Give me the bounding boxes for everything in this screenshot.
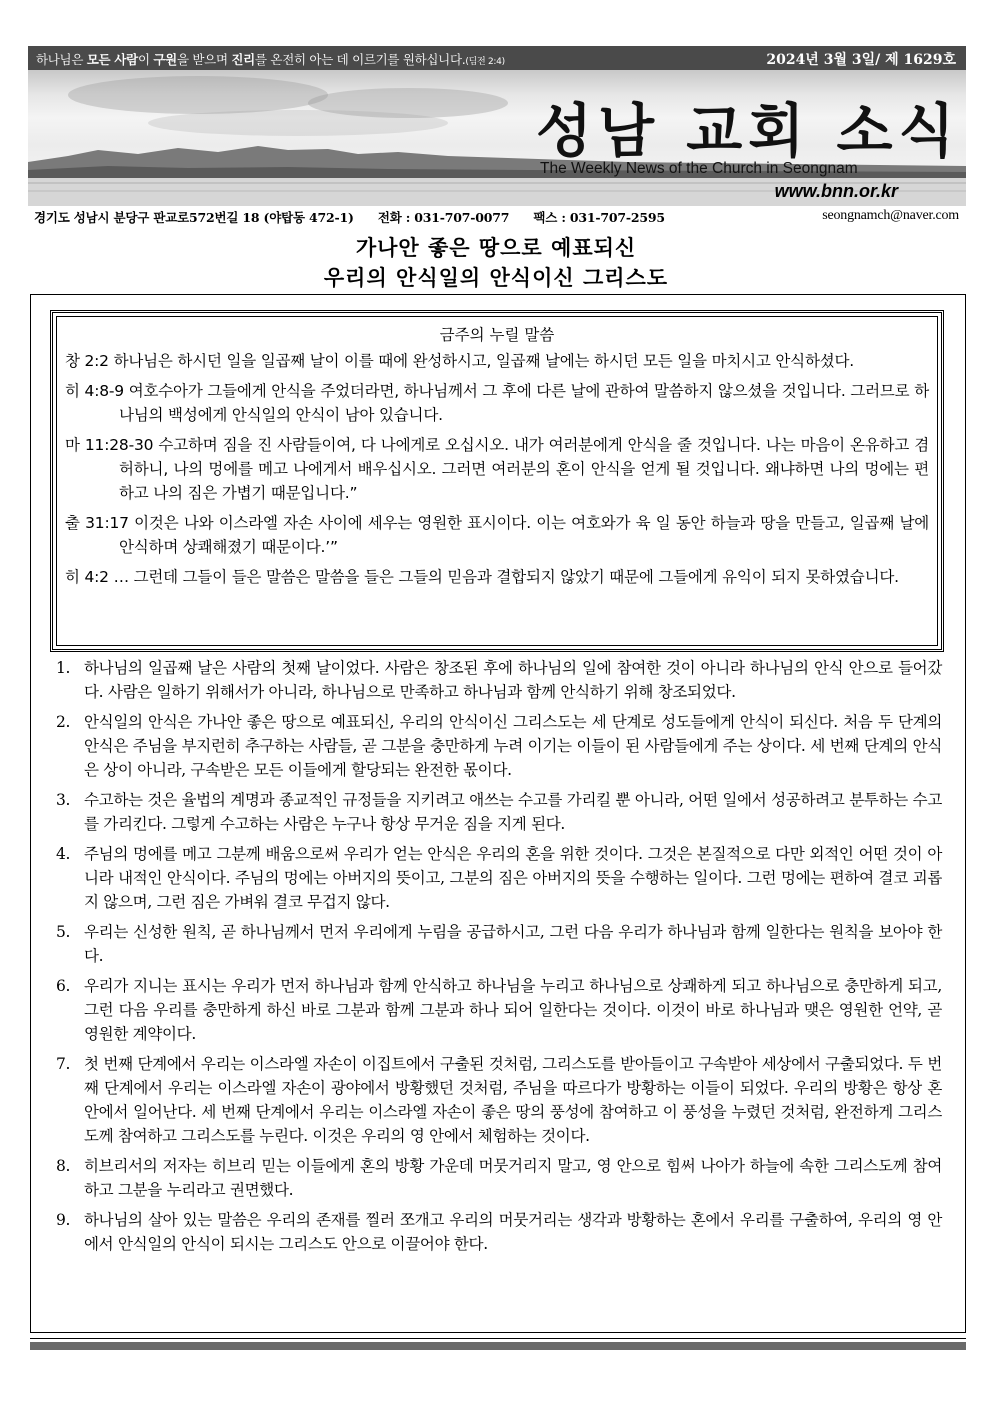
point-number: 7. <box>56 1055 71 1073</box>
point-number: 8. <box>56 1157 71 1175</box>
newsletter-title: 성남 교회 소식 <box>536 97 961 165</box>
issue-date: 2024년 3월 3일/ 제 1629호 <box>766 52 956 68</box>
outline-point <box>52 842 942 914</box>
masthead-banner <box>28 70 966 206</box>
point-number: 4. <box>56 845 71 863</box>
scripture-heading: 금주의 누릴 말씀 <box>439 326 555 344</box>
point-text: 우리가 지니는 표시는 우리가 먼저 하나님과 함께 안식하고 하나님을 누리고 하나님으로 상쾌하게 되고 하나님으로 충만하게 되고, 그런 다음 우리를 충만하게 하신 바로 그분과 함께 그분과 하나 되어 일한다는 것이다. 이것이 바로 하나님과 맺은 영원한 언약, 곧 영원한 계약이다. <box>84 977 942 1043</box>
point-text: 첫 번째 단계에서 우리는 이스라엘 자손이 이집트에서 구출된 것처럼, 그리스도를 받아들이고 구속받아 세상에서 구출되었다. 두 번째 단계에서 우리는 이스라엘 자손이 광야에서 방황했던 것처럼, 주님을 따르다가 방황하는 이들이 되었다. 우리의 방황은 항상 혼 안에서 일어난다. 세 번째 단계에서 우리는 이스라엘 자손이 좋은 땅의 풍성에 참여하고 이 풍성을 누렸던 것처럼, 완전하게 그리스도께 참여하고 그리스도를 누린다. 이것은 우리의 영 안에서 체험하는 것이다. <box>84 1055 942 1145</box>
point-text: 우리는 신성한 원칙, 곧 하나님께서 먼저 우리에게 누림을 공급하시고, 그런 다음 우리가 하나님과 함께 일한다는 원칙을 보아야 한다. <box>84 923 942 965</box>
point-text: 수고하는 것은 율법의 계명과 종교적인 규정들을 지키려고 애쓰는 수고를 가리킬 뿐 아니라, 어떤 일에서 성공하려고 분투하는 수고를 가리킨다. 그렇게 수고하는 사람은 누구나 항상 무거운 짐을 지게 된다. <box>84 791 942 833</box>
scripture-box <box>50 310 944 652</box>
phone: 전화 : 031-707-0077 <box>377 210 510 225</box>
point-number: 5. <box>56 923 71 941</box>
point-text: 하나님의 일곱째 날은 사람의 첫째 날이었다. 사람은 창조된 후에 하나님의 일에 참여한 것이 아니라 하나님의 안식 안으로 들어갔다. 사람은 일하기 위해서가 아니라, 하나님으로 만족하고 하나님과 함께 안식하기 위해 창조되었다. <box>84 659 942 701</box>
verse-item: 마 11:28-30 수고하며 짐을 진 사람들이여, 다 나에게로 오십시오. 내가 여러분에게 안식을 줄 것입니다. 나는 마음이 온유하고 겸허하니, 나의 멍에를 메고 나에게서 배우십시오. 그러면 여러분의 혼이 안식을 얻게 될 것입니다. 왜냐하면 나의 멍에는 편하고 나의 짐은 가볍기 때문입니다.” <box>65 436 929 502</box>
address: 경기도 성남시 분당구 판교로572번길 18 (야탑동 472-1) <box>34 210 354 225</box>
outline-point <box>52 1052 942 1148</box>
outline-point <box>52 920 942 968</box>
footer-rule-thin <box>30 1338 966 1339</box>
motto-bar <box>28 46 966 70</box>
point-text: 안식일의 안식은 가나안 좋은 땅으로 예표되신, 우리의 안식이신 그리스도는 세 단계로 성도들에게 안식이 되신다. 처음 두 단계의 안식은 주님을 부지런히 추구하는 사람들, 곧 그분을 충만하게 누려 이기는 이들이 된 사람들에게 주는 상이다. 세 번째 단계의 안식은 상이 아니라, 구속받은 모든 이들에게 할당되는 완전한 몫이다. <box>84 713 942 779</box>
point-text: 하나님의 살아 있는 말씀은 우리의 존재를 찔러 쪼개고 우리의 머뭇거리는 생각과 방황하는 혼에서 우리를 구출하여, 우리의 영 안에서 안식일의 안식이 되시는 그리스도 안으로 이끌어야 한다. <box>84 1211 942 1253</box>
point-number: 2. <box>56 713 71 731</box>
newsletter-subtitle: The Weekly News of the Church in Seongnam <box>540 160 858 177</box>
point-number: 9. <box>56 1211 71 1229</box>
point-number: 3. <box>56 791 71 809</box>
fax: 팩스 : 031-707-2595 <box>533 210 665 225</box>
outline-points <box>52 656 942 1262</box>
outline-point <box>52 788 942 836</box>
headline-line-1: 가나안 좋은 땅으로 예표되신 <box>355 236 637 260</box>
motto-reference: (딤전 2:4) <box>465 57 505 67</box>
motto-text: 하나님은 모든 사람이 구원을 받으며 진리를 온전히 아는 데 이르기를 원하십니다.(딤전 2:4) <box>36 52 505 67</box>
outline-point <box>52 974 942 1046</box>
outline-point <box>52 1208 942 1256</box>
point-text: 주님의 멍에를 메고 그분께 배움으로써 우리가 얻는 안식은 우리의 혼을 위한 것이다. 그것은 본질적으로 다만 외적인 어떤 것이 아니라 내적인 안식이다. 주님의 멍에는 아버지의 뜻이고, 그분의 짐은 아버지의 뜻을 수행하는 일이다. 그런 멍에는 편하여 결코 괴롭지 않으며, 그런 짐은 가벼워 결코 무겁지 않다. <box>84 845 942 911</box>
verse-item: 히 4:2 … 그런데 그들이 들은 말씀은 말씀을 들은 그들의 믿음과 결합되지 않았기 때문에 그들에게 유익이 되지 못하였습니다. <box>65 568 899 586</box>
point-number: 6. <box>56 977 71 995</box>
point-number: 1. <box>56 659 71 677</box>
website-link[interactable]: www.bnn.or.kr <box>774 181 898 201</box>
contact-line <box>34 208 959 226</box>
headline-line-2: 우리의 안식일의 안식이신 그리스도 <box>323 266 669 290</box>
verse-item: 출 31:17 이것은 나와 이스라엘 자손 사이에 세우는 영원한 표시이다. 이는 여호와가 육 일 동안 하늘과 땅을 만들고, 일곱째 날에 안식하며 상쾌해졌기 때문이다.’” <box>65 514 929 556</box>
outline-point <box>52 656 942 704</box>
outline-point <box>52 1154 942 1202</box>
email-link[interactable]: seongnamch@naver.com <box>822 208 959 223</box>
point-text: 히브리서의 저자는 히브리 믿는 이들에게 혼의 방황 가운데 머뭇거리지 말고, 영 안으로 힘써 나아가 하늘에 속한 그리스도께 참여하고 그분을 누리라고 권면했다. <box>84 1157 942 1199</box>
outline-point <box>52 710 942 782</box>
footer-rule-thick <box>30 1342 966 1350</box>
verse-list <box>65 349 929 595</box>
verse-item: 창 2:2 하나님은 하시던 일을 일곱째 날이 이를 때에 완성하시고, 일곱째 날에는 하시던 모든 일을 마치시고 안식하셨다. <box>65 352 854 370</box>
verse-item: 히 4:8-9 여호수아가 그들에게 안식을 주었더라면, 하나님께서 그 후에 다른 날에 관하여 말씀하지 않으셨을 것입니다. 그러므로 하나님의 백성에게 안식일의 안식이 남아 있습니다. <box>65 382 929 424</box>
